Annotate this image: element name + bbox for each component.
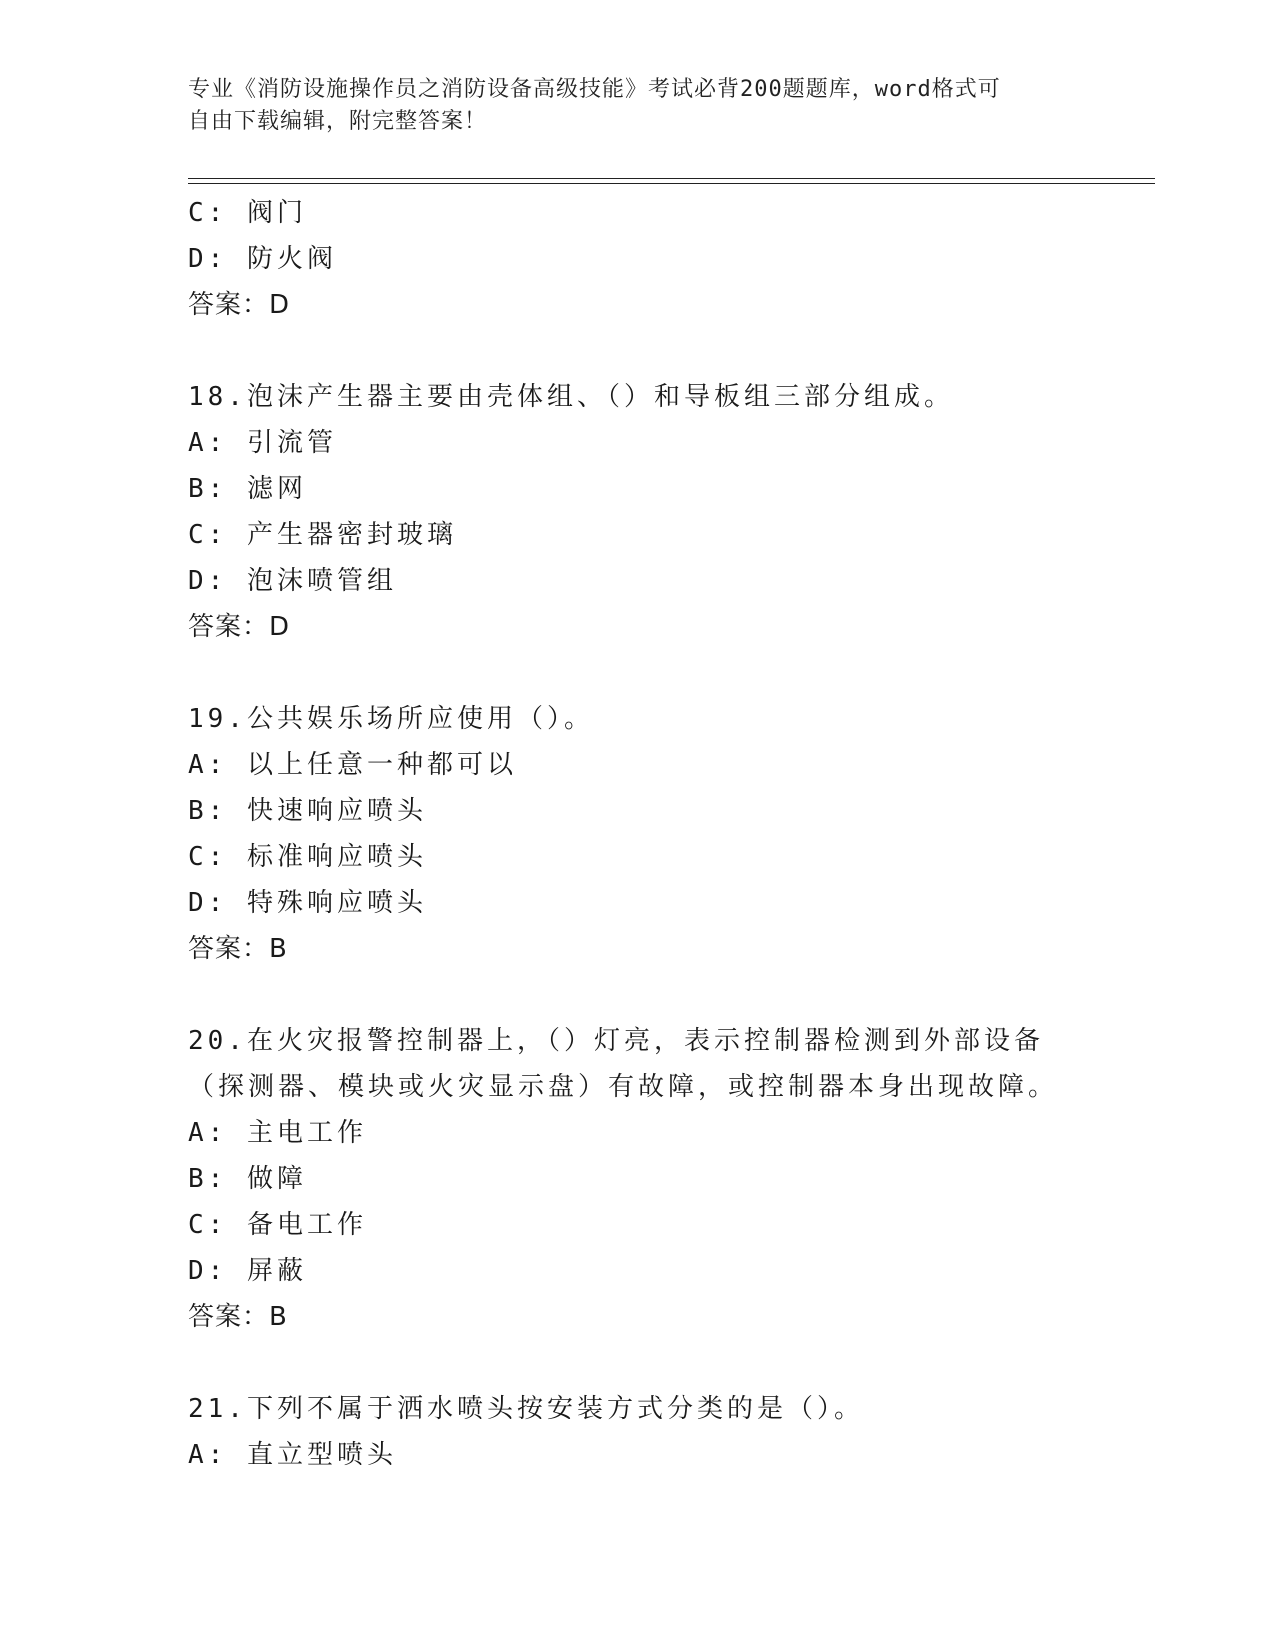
question-20 <box>188 1018 1088 1340</box>
page-header <box>188 74 1068 138</box>
option-b: B: 快速响应喷头 <box>188 796 427 826</box>
option-a: A: 以上任意一种都可以 <box>188 750 517 780</box>
header-divider <box>188 178 1155 184</box>
option-d: D: 泡沫喷管组 <box>188 566 397 596</box>
option-a: A: 主电工作 <box>188 1118 367 1148</box>
question-stem: 20.在火灾报警控制器上，（）灯亮，表示控制器检测到外部设备（探测器、模块或火灾显示盘）有故障，或控制器本身出现故障。 <box>188 1026 1059 1102</box>
option-c: C: 产生器密封玻璃 <box>188 520 457 550</box>
question-continued <box>188 190 1088 328</box>
answer: 答案：B <box>188 934 288 964</box>
option-d: D: 屏蔽 <box>188 1256 307 1286</box>
option-a: A: 引流管 <box>188 428 337 458</box>
option-c: C: 备电工作 <box>188 1210 367 1240</box>
question-list <box>188 190 1088 1478</box>
question-stem: 19.公共娱乐场所应使用（）。 <box>188 704 594 734</box>
question-stem: 21.下列不属于洒水喷头按安装方式分类的是（）。 <box>188 1394 864 1424</box>
header-line-1: 专业《消防设施操作员之消防设备高级技能》考试必背200题题库，word格式可 <box>188 77 1001 102</box>
option-c: C: 标准响应喷头 <box>188 842 427 872</box>
option-b: B: 做障 <box>188 1164 307 1194</box>
option-a: A: 直立型喷头 <box>188 1440 397 1470</box>
header-line-2: 自由下载编辑，附完整答案！ <box>188 109 488 134</box>
option-d: D: 特殊响应喷头 <box>188 888 427 918</box>
option-c: C: 阀门 <box>188 198 307 228</box>
question-18 <box>188 374 1088 650</box>
answer: 答案：D <box>188 290 291 320</box>
question-19 <box>188 696 1088 972</box>
question-stem: 18.泡沫产生器主要由壳体组、（）和导板组三部分组成。 <box>188 382 954 412</box>
option-b: B: 滤网 <box>188 474 307 504</box>
answer: 答案：B <box>188 1302 288 1332</box>
answer: 答案：D <box>188 612 291 642</box>
question-21 <box>188 1386 1088 1478</box>
option-d: D: 防火阀 <box>188 244 337 274</box>
